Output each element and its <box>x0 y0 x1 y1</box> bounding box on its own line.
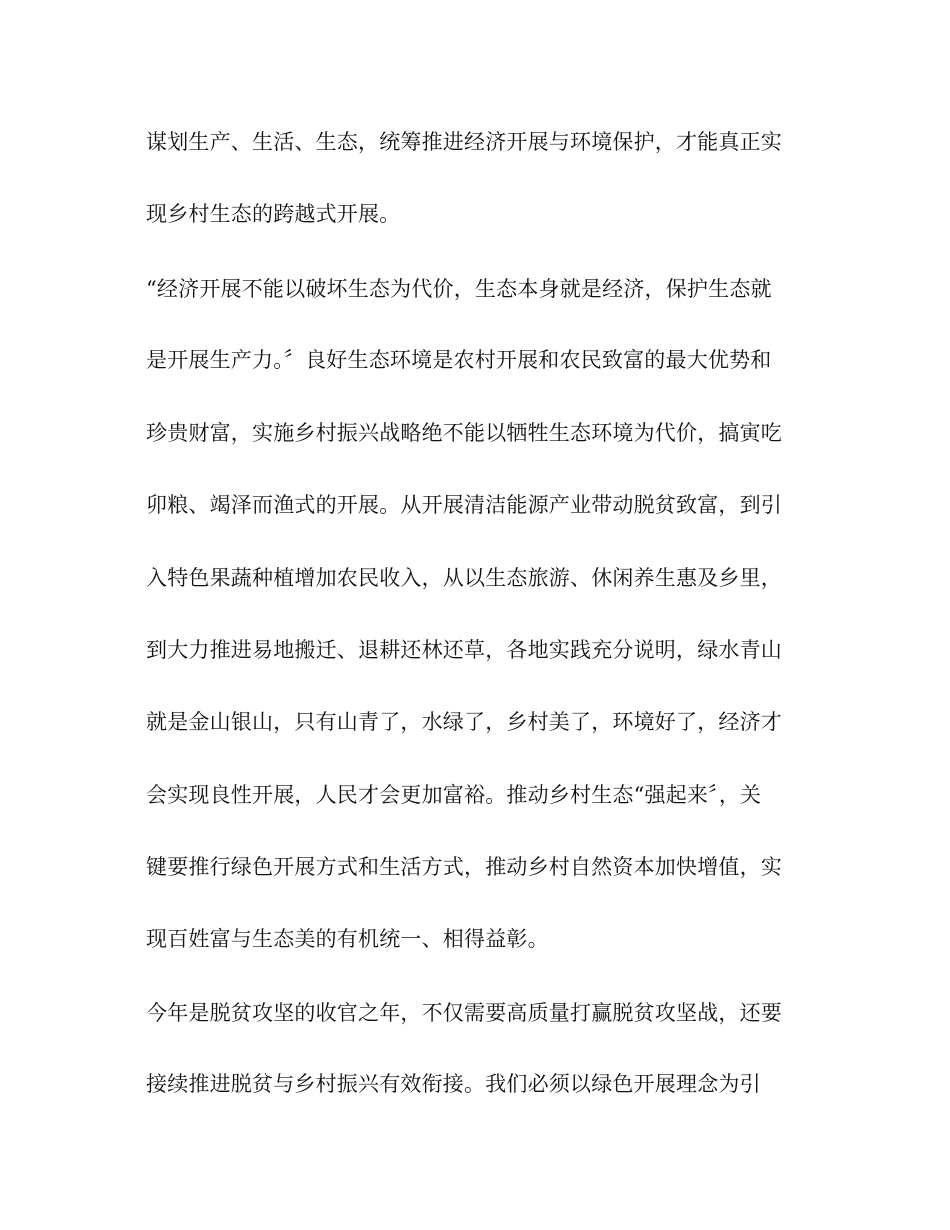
text-line-6: 卯粮、竭泽而渔式的开展。从开展清洁能源产业带动脱贫致富，到引 <box>146 493 782 517</box>
text-line-2: 现乡村生态的跨越式开展。 <box>146 202 401 226</box>
text-line-10: 会实现良性开展，人民才会更加富裕。推动乡村生态“强起来〞，关 <box>146 783 762 807</box>
text-line-11: 键要推行绿色开展方式和生活方式，推动乡村自然资本加快增值，实 <box>146 855 782 879</box>
text-line-13: 今年是脱贫攻坚的收官之年，不仅需要高质量打赢脱贫攻坚战，还要 <box>146 1001 782 1025</box>
text-line-9: 就是金山银山，只有山青了，水绿了，乡村美了，环境好了，经济才 <box>146 710 782 734</box>
text-line-12: 现百姓富与生态美的有机统一、相得益彰。 <box>146 927 549 951</box>
text-line-1: 谋划生产、生活、生态，统筹推进经济开展与环境保护，才能真正实 <box>146 130 782 154</box>
text-line-4: 是开展生产力。〞良好生态环境是农村开展和农民致富的最大优势和 <box>146 348 772 372</box>
text-line-14: 接续推进脱贫与乡村振兴有效衔接。我们必须以绿色开展理念为引 <box>146 1072 761 1096</box>
text-line-5: 珍贵财富，实施乡村振兴战略绝不能以牺牲生态环境为代价，搞寅吃 <box>146 421 782 445</box>
text-line-7: 入特色果蔬种植增加农民收入，从以生态旅游、休闲养生惠及乡里， <box>146 566 782 590</box>
text-line-3: “经济开展不能以破坏生态为代价，生态本身就是经济，保护生态就 <box>146 277 772 301</box>
text-line-8: 到大力推进易地搬迁、退耕还林还草，各地实践充分说明，绿水青山 <box>146 638 782 662</box>
